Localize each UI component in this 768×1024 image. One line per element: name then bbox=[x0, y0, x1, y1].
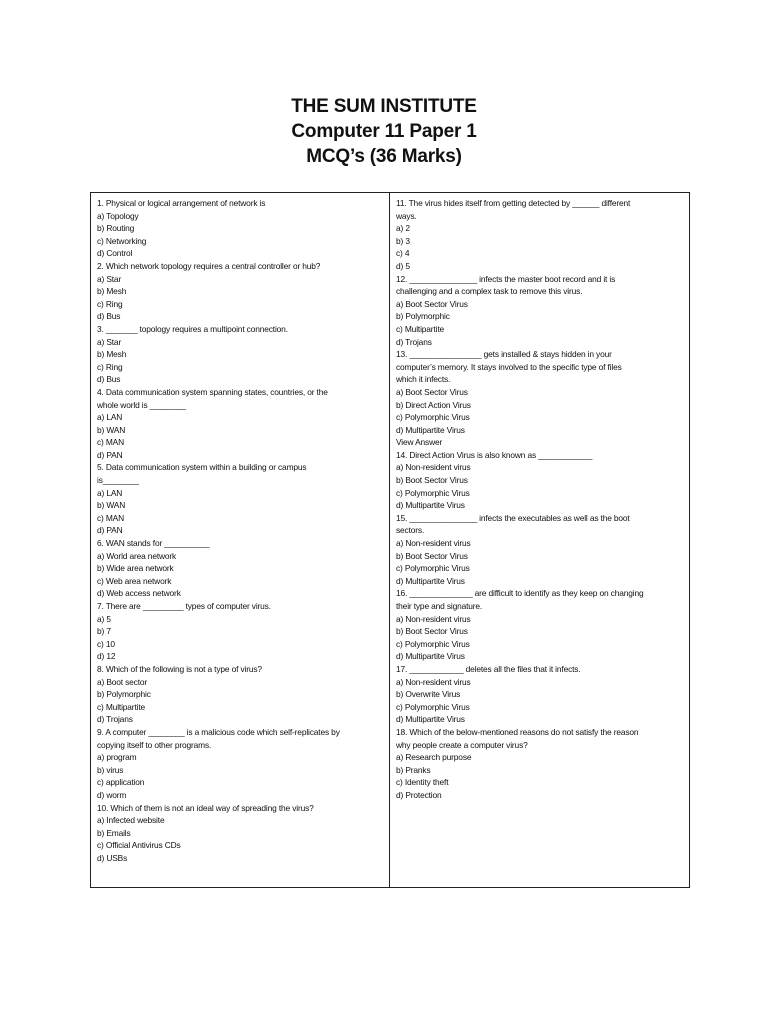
question-line: c) Ring bbox=[97, 298, 123, 309]
question-line: b) Boot Sector Virus bbox=[396, 550, 468, 561]
question-line: a) Non-resident virus bbox=[396, 538, 471, 549]
question-line: challenging and a complex task to remove this virus. bbox=[396, 286, 583, 297]
question-line: View Answer bbox=[396, 437, 443, 448]
question-line: a) Non-resident virus bbox=[396, 613, 471, 624]
question-line: 14. Direct Action Virus is also known as ____________ bbox=[396, 449, 593, 460]
question-line: 6. WAN stands for __________ bbox=[97, 538, 210, 549]
question-line: b) Overwrite Virus bbox=[396, 689, 461, 700]
question-line: c) Identity theft bbox=[396, 777, 449, 788]
question-line: c) Polymorphic Virus bbox=[396, 412, 470, 423]
question-line: b) WAN bbox=[97, 424, 126, 435]
question-line: 2. Which network topology requires a central controller or hub? bbox=[97, 260, 321, 271]
left-column bbox=[91, 193, 390, 887]
question-line: a) LAN bbox=[97, 487, 123, 498]
institute-name: THE SUM INSTITUTE bbox=[291, 96, 477, 117]
question-line: sectors. bbox=[396, 525, 425, 536]
question-line: d) Web access network bbox=[97, 588, 181, 599]
question-line: a) Boot sector bbox=[97, 676, 148, 687]
question-line: c) application bbox=[97, 777, 145, 788]
question-line: 4. Data communication system spanning states, countries, or the bbox=[97, 386, 328, 397]
question-line: d) Multipartite Virus bbox=[396, 575, 465, 586]
question-line: b) Wide area network bbox=[97, 563, 174, 574]
question-line: a) program bbox=[97, 752, 137, 763]
question-line: d) USBs bbox=[97, 852, 128, 863]
question-line: c) Polymorphic Virus bbox=[396, 563, 470, 574]
question-line: 8. Which of the following is not a type of virus? bbox=[97, 663, 262, 674]
question-line: b) Mesh bbox=[97, 286, 127, 297]
question-line: d) Multipartite Virus bbox=[396, 424, 465, 435]
question-line: 17. ____________ deletes all the files that it infects. bbox=[396, 663, 581, 674]
question-line: a) Star bbox=[97, 273, 122, 284]
question-line: b) Boot Sector Virus bbox=[396, 626, 468, 637]
mcq-table bbox=[90, 192, 690, 888]
question-line: is________ bbox=[97, 475, 139, 486]
question-line: b) WAN bbox=[97, 500, 126, 511]
question-line: 18. Which of the below-mentioned reasons do not satisfy the reason bbox=[396, 726, 639, 737]
question-line: 11. The virus hides itself from getting detected by ______ different bbox=[396, 198, 631, 208]
question-line: c) Polymorphic Virus bbox=[396, 638, 470, 649]
question-line: 7. There are _________ types of computer virus. bbox=[97, 601, 271, 611]
question-line: a) LAN bbox=[97, 412, 123, 423]
question-line: d) Multipartite Virus bbox=[396, 651, 465, 662]
question-line: b) Emails bbox=[97, 827, 131, 838]
question-line: d) worm bbox=[97, 789, 127, 800]
right-column bbox=[390, 193, 689, 887]
question-line: their type and signature. bbox=[396, 601, 483, 611]
question-line: b) Polymorphic bbox=[97, 689, 151, 700]
question-line: a) Research purpose bbox=[396, 752, 472, 763]
question-line: computer’s memory. It stays involved to the specific type of files bbox=[396, 361, 622, 372]
question-line: d) Control bbox=[97, 248, 133, 259]
question-line: d) 5 bbox=[396, 260, 410, 271]
question-line: c) MAN bbox=[97, 512, 125, 523]
question-line: a) Non-resident virus bbox=[396, 676, 471, 687]
question-line: c) Polymorphic Virus bbox=[396, 701, 470, 712]
question-line: b) Routing bbox=[97, 223, 135, 234]
question-line: d) Trojans bbox=[396, 336, 432, 347]
question-line: a) 5 bbox=[97, 613, 111, 624]
question-line: a) World area network bbox=[97, 550, 177, 561]
question-line: copying itself to other programs. bbox=[97, 739, 212, 750]
question-line: a) Boot Sector Virus bbox=[396, 298, 468, 309]
question-line: 16. ______________ are difficult to identify as they keep on changing bbox=[396, 588, 644, 599]
question-line: 3. _______ topology requires a multipoint connection. bbox=[97, 323, 288, 334]
document-title bbox=[0, 94, 768, 169]
question-line: c) Multipartite bbox=[396, 323, 445, 334]
question-line: c) Multipartite bbox=[97, 701, 146, 712]
question-line: d) PAN bbox=[97, 449, 123, 460]
question-line: which it infects. bbox=[396, 374, 451, 385]
question-line: a) Boot Sector Virus bbox=[396, 386, 468, 397]
question-line: d) Bus bbox=[97, 374, 121, 385]
question-line: d) PAN bbox=[97, 525, 123, 536]
question-line: b) Boot Sector Virus bbox=[396, 475, 468, 486]
question-line: c) Official Antivirus CDs bbox=[97, 840, 181, 851]
question-line: ways. bbox=[396, 210, 417, 221]
question-line: a) 2 bbox=[396, 223, 410, 234]
question-line: d) Multipartite Virus bbox=[396, 714, 465, 725]
question-line: d) Protection bbox=[396, 789, 442, 800]
section-heading: MCQ’s (36 Marks) bbox=[306, 146, 462, 167]
question-line: b) Pranks bbox=[396, 764, 431, 775]
question-line: a) Infected website bbox=[97, 815, 165, 826]
question-line: 15. _______________ infects the executables as well as the boot bbox=[396, 512, 630, 523]
question-line: c) Networking bbox=[97, 235, 147, 246]
question-line: d) Bus bbox=[97, 311, 121, 322]
question-line: b) virus bbox=[97, 764, 124, 775]
question-line: why people create a computer virus? bbox=[396, 739, 528, 750]
question-line: 13. ________________ gets installed & stays hidden in your bbox=[396, 349, 612, 360]
question-line: 10. Which of them is not an ideal way of spreading the virus? bbox=[97, 802, 314, 813]
question-line: d) 12 bbox=[97, 651, 116, 662]
question-line: a) Non-resident virus bbox=[396, 462, 471, 473]
question-line: d) Multipartite Virus bbox=[396, 500, 465, 511]
question-line: d) Trojans bbox=[97, 714, 133, 725]
question-line: 5. Data communication system within a building or campus bbox=[97, 462, 307, 473]
question-line: 12. _______________ infects the master boot record and it is bbox=[396, 273, 616, 284]
question-line: b) Mesh bbox=[97, 349, 127, 360]
question-line: c) Ring bbox=[97, 361, 123, 372]
question-line: c) Polymorphic Virus bbox=[396, 487, 470, 498]
question-line: a) Star bbox=[97, 336, 122, 347]
question-line: c) 10 bbox=[97, 638, 115, 649]
question-line: b) 3 bbox=[396, 235, 410, 246]
question-line: b) Direct Action Virus bbox=[396, 399, 471, 410]
paper-name: Computer 11 Paper 1 bbox=[291, 121, 477, 142]
question-line: whole world is ________ bbox=[97, 399, 186, 410]
question-line: b) Polymorphic bbox=[396, 311, 450, 322]
question-line: c) 4 bbox=[396, 248, 410, 259]
question-line: c) Web area network bbox=[97, 575, 172, 586]
question-line: c) MAN bbox=[97, 437, 125, 448]
question-line: a) Topology bbox=[97, 210, 139, 221]
question-line: b) 7 bbox=[97, 626, 111, 637]
question-line: 1. Physical or logical arrangement of network is bbox=[97, 198, 266, 208]
question-line: 9. A computer ________ is a malicious code which self-replicates by bbox=[97, 726, 340, 737]
